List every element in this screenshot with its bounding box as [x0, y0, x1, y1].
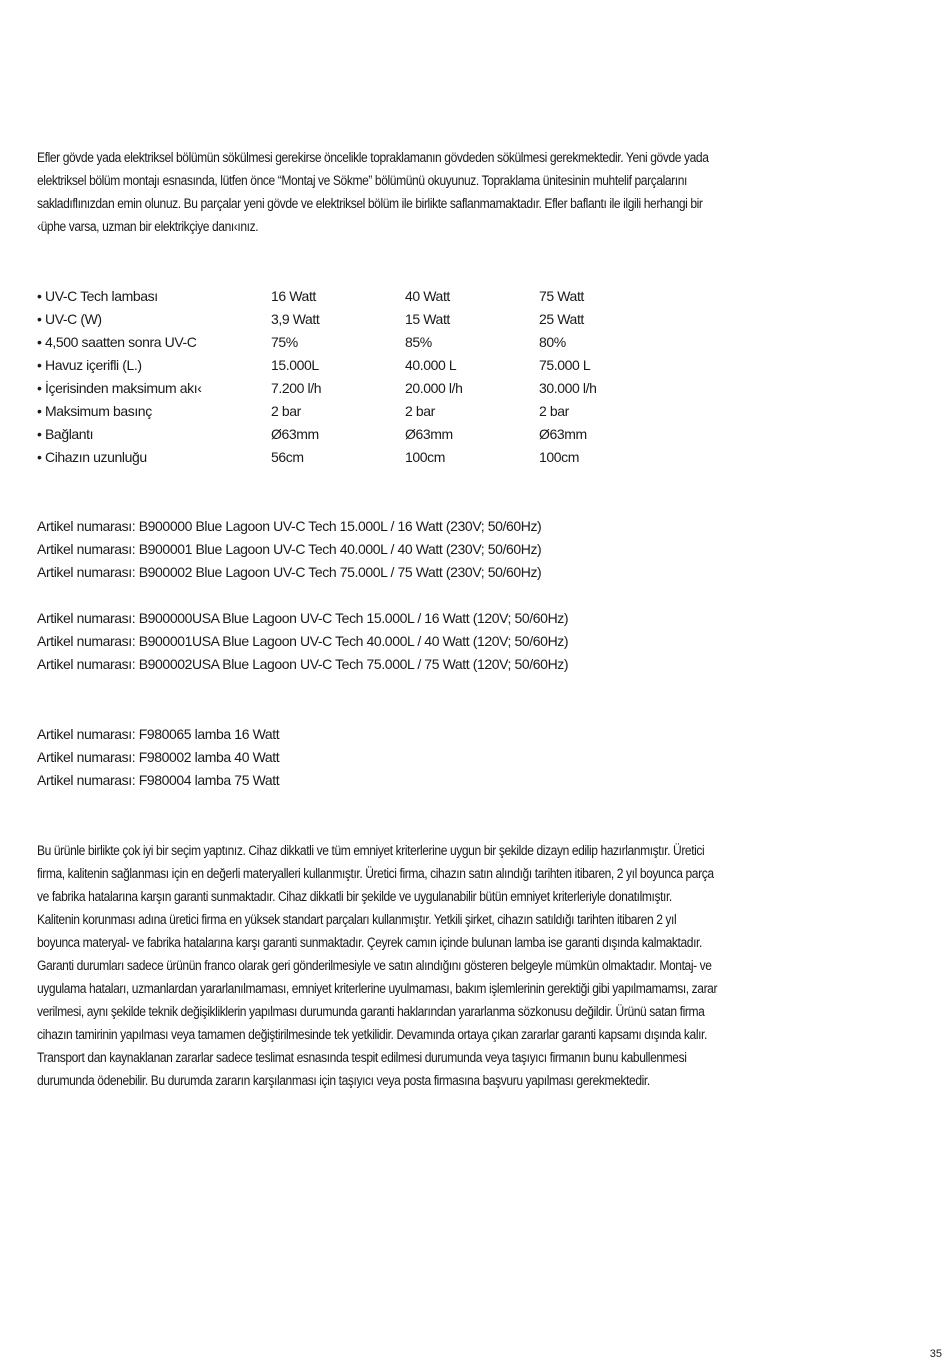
- paragraph-line: ‹üphe varsa, uzman bir elektrikçiye danı‹ınız.: [37, 219, 259, 234]
- spec-value-75w: 80%: [539, 333, 566, 350]
- spec-value-16w: 3,9 Watt: [271, 310, 320, 327]
- warranty-paragraph: [37, 839, 901, 1092]
- spec-value-40w: 20.000 l/h: [405, 379, 463, 396]
- article-numbers-120v: [37, 607, 568, 676]
- spec-row: [37, 445, 659, 468]
- paragraph-line: sakladıflınızdan emin olunuz. Bu parçalar yeni gövde ve elektriksel bölüm ile birlikte saflanmamaktadır. Efler baflantı ile ilgili herhangi bir: [37, 196, 703, 211]
- spec-value-16w: 56cm: [271, 448, 304, 465]
- spec-value-75w: Ø63mm: [539, 425, 587, 442]
- spec-value-16w: 2 bar: [271, 402, 301, 419]
- spec-value-75w: 75 Watt: [539, 287, 584, 304]
- paragraph-line: Kalitenin korunması adına üretici firma en yüksek standart parçaları kullanmıştır. Yetkili şirket, cihazın satıldığı tarihten itibaren 2 yıl: [37, 912, 677, 927]
- spec-value-40w: 40 Watt: [405, 287, 450, 304]
- spec-value-75w: 75.000 L: [539, 356, 591, 373]
- article-number-line: Artikel numarası: B900000USA Blue Lagoon UV-C Tech 15.000L / 16 Watt (120V; 50/60Hz): [37, 610, 569, 626]
- spec-row: [37, 353, 659, 376]
- paragraph-line: ve fabrika hatalarına karşın garanti sunmaktadır. Cihaz dikkatli bir şekilde ve uygulanabilir bütün emniyet kriterleriyle donatılmıştır.: [37, 889, 672, 904]
- paragraph-line: Transport dan kaynaklanan zararlar sadece teslimat esnasında tespit edilmesi durumunda veya taşıyıcı firmanın bunu kabullenmesi: [37, 1050, 687, 1065]
- spec-row: [37, 399, 659, 422]
- spec-value-16w: 7.200 l/h: [271, 379, 322, 396]
- spec-label: • 4,500 saatten sonra UV-C: [37, 333, 197, 350]
- spec-value-75w: 30.000 l/h: [539, 379, 597, 396]
- paragraph-line: uygulama hataları, uzmanlardan yararlanılmaması, emniyet kriterlerine uyulmaması, bakım işlemlerinin gerektiği gibi yapılmamamsı, zarar: [37, 981, 718, 996]
- article-number-line: Artikel numarası: B900002 Blue Lagoon UV-C Tech 75.000L / 75 Watt (230V; 50/60Hz): [37, 564, 542, 580]
- lamp-article-numbers: [37, 723, 279, 792]
- paragraph-line: Efler gövde yada elektriksel bölümün sökülmesi gerekirse öncelikle topraklamanın gövdeden sökülmesi gerekmektedir. Yeni gövde yada: [37, 150, 709, 165]
- spec-row: [37, 376, 659, 399]
- spec-value-40w: 15 Watt: [405, 310, 450, 327]
- spec-value-40w: 85%: [405, 333, 432, 350]
- page-number: 35: [929, 1348, 942, 1360]
- spec-label: • UV-C Tech lambası: [37, 287, 158, 304]
- spec-row: [37, 330, 659, 353]
- spec-value-75w: 2 bar: [539, 402, 569, 419]
- article-number-line: Artikel numarası: B900002USA Blue Lagoon UV-C Tech 75.000L / 75 Watt (120V; 50/60Hz): [37, 656, 569, 672]
- spec-label: • Havuz içerifli (L.): [37, 356, 142, 373]
- article-number-line: Artikel numarası: B900000 Blue Lagoon UV-C Tech 15.000L / 16 Watt (230V; 50/60Hz): [37, 518, 542, 534]
- spec-value-40w: 40.000 L: [405, 356, 457, 373]
- spec-value-16w: 15.000L: [271, 356, 319, 373]
- spec-value-16w: Ø63mm: [271, 425, 319, 442]
- spec-value-75w: 25 Watt: [539, 310, 584, 327]
- spec-row: [37, 284, 659, 307]
- paragraph-line: verilmesi, aynı şekilde teknik değişikliklerin yapılması durumunda garanti haklarından yararlanma sözkonusu değildir. Ürünü satan firma: [37, 1004, 705, 1019]
- spec-label: • Cihazın uzunluğu: [37, 448, 147, 465]
- article-numbers-230v: [37, 515, 541, 584]
- paragraph-line: boyunca materyal- ve fabrika hatalarına karşı garanti sunmaktadır. Çeyrek camın içinde bulunan lamba ise garanti dışında kalmaktadır.: [37, 935, 702, 950]
- article-number-line: Artikel numarası: F980002 lamba 40 Watt: [37, 749, 280, 765]
- spec-label: • İçerisinden maksimum akı‹: [37, 379, 202, 396]
- spec-label: • UV-C (W): [37, 310, 102, 327]
- spec-row: [37, 307, 659, 330]
- spec-value-75w: 100cm: [539, 448, 580, 465]
- article-number-line: Artikel numarası: B900001 Blue Lagoon UV-C Tech 40.000L / 40 Watt (230V; 50/60Hz): [37, 541, 542, 557]
- spec-label: • Bağlantı: [37, 425, 94, 442]
- paragraph-line: cihazın tamirinin yapılması veya tamamen değiştirilmesinde tek yetkilidir. Devamında ortaya çıkan zararlar garanti kapsamı dışında kalır.: [37, 1027, 707, 1042]
- spec-value-16w: 75%: [271, 333, 298, 350]
- article-number-line: Artikel numarası: F980065 lamba 16 Watt: [37, 726, 280, 742]
- paragraph-line: Garanti durumları sadece ürünün franco olarak geri gönderilmesiyle ve satın alındığını gösteren belgeyle mümkün olmaktadır. Montaj- ve: [37, 958, 712, 973]
- paragraph-line: durumunda ödenebilir. Bu durumda zararın karşılanması için taşıyıcı veya posta firmasına başvuru yapılması gerekmektedir.: [37, 1073, 650, 1088]
- spec-value-16w: 16 Watt: [271, 287, 316, 304]
- spec-value-40w: 2 bar: [405, 402, 435, 419]
- grounding-instructions-paragraph: [37, 146, 901, 238]
- spec-value-40w: Ø63mm: [405, 425, 453, 442]
- paragraph-line: elektriksel bölüm montajı esnasında, lütfen önce “Montaj ve Sökme” bölümünü okuyunuz. Topraklama ünitesinin muhtelif parçalarını: [37, 173, 687, 188]
- spec-label: • Maksimum basınç: [37, 402, 152, 419]
- paragraph-line: Bu ürünle birlikte çok iyi bir seçim yaptınız. Cihaz dikkatli ve tüm emniyet kriterlerine uygun bir şekilde dizayn edilip hazırlanmıştır. Üretici: [37, 843, 705, 858]
- paragraph-line: firma, kalitenin sağlanması için en değerli materyalleri kullanmıştır. Üretici firma, cihazın satın alındığı tarihten itibaren, 2 yıl boyunca parça: [37, 866, 714, 881]
- spec-value-40w: 100cm: [405, 448, 446, 465]
- specifications-table: [37, 284, 659, 468]
- article-number-line: Artikel numarası: B900001USA Blue Lagoon UV-C Tech 40.000L / 40 Watt (120V; 50/60Hz): [37, 633, 569, 649]
- article-number-line: Artikel numarası: F980004 lamba 75 Watt: [37, 772, 280, 788]
- spec-row: [37, 422, 659, 445]
